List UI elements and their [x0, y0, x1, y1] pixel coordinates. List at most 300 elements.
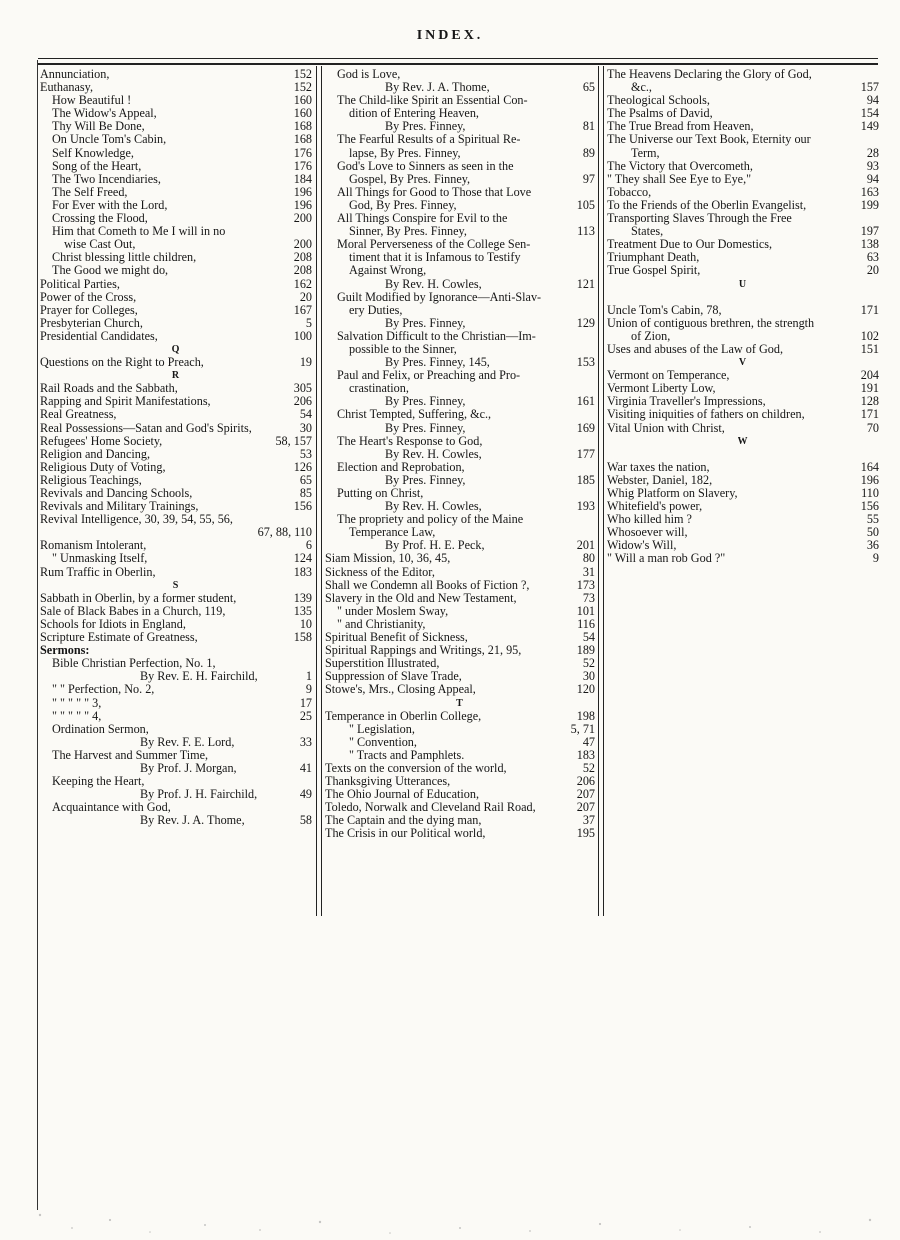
index-entry-page: 73 [582, 590, 595, 605]
index-entry-title: The Two Incendiaries, [52, 172, 161, 186]
index-entry [40, 801, 312, 814]
index-entry [607, 552, 879, 565]
index-entry-title: By Rev. F. E. Lord, [140, 735, 235, 749]
index-entry-page: 54 [582, 630, 595, 645]
index-entry [325, 369, 595, 382]
index-entry-title: For Ever with the Lord, [52, 198, 168, 212]
index-entry [325, 448, 595, 461]
index-entry-title: Salvation Difficult to the Christian—Im- [337, 329, 536, 343]
index-entry-title: Union of contiguous brethren, the strength [607, 316, 815, 330]
index-entry-page: 31 [582, 564, 595, 579]
index-entry-page: 176 [293, 158, 312, 173]
index-entry-title: Real Possessions—Satan and God's Spirits, [40, 421, 252, 435]
index-entry-page: 305 [293, 381, 312, 396]
index-entry-title: The Harvest and Summer Time, [52, 748, 209, 762]
index-entry-title: Treatment Due to Our Domestics, [607, 238, 773, 252]
index-column-3 [607, 68, 879, 566]
index-entry-page: 9 [305, 682, 312, 697]
index-letter: U [738, 278, 748, 290]
index-entry-title: Christ Tempted, Suffering, &c., [337, 408, 492, 422]
index-entry-page [589, 330, 595, 343]
index-entry-title: Temperance in Oberlin College, [325, 709, 482, 723]
index-entry-title: " Will a man rob God ?" [607, 552, 726, 566]
index-entry-title: Widow's Will, [607, 539, 677, 553]
index-entry-title: Gospel, By Pres. Finney, [349, 172, 471, 186]
index-entry [325, 238, 595, 251]
index-entry-page: 151 [860, 341, 879, 356]
index-entry-title: &c., [631, 81, 652, 95]
index-entry-page: 94 [866, 93, 879, 108]
index-entry [40, 592, 312, 605]
index-entry-page: 161 [576, 394, 595, 409]
index-entry-page [589, 291, 595, 304]
index-entry-page: 100 [293, 328, 312, 343]
index-entry-title: The Victory that Overcometh, [607, 159, 753, 173]
index-entry-page: 49 [299, 787, 312, 802]
index-entry-title: Sinner, By Pres. Finney, [349, 225, 467, 239]
index-entry-title: Term, [631, 146, 660, 160]
index-entry-title: Putting on Christ, [337, 487, 424, 500]
index-entry [607, 526, 879, 539]
index-entry [40, 487, 312, 500]
index-letter-heading [40, 343, 312, 356]
index-entry-page [589, 160, 595, 173]
index-entry-page: 177 [576, 446, 595, 461]
index-entry-title: Religious Teachings, [40, 473, 142, 487]
index-entry [607, 225, 879, 238]
index-entry-page: 93 [866, 158, 879, 173]
index-letter-heading [607, 278, 879, 291]
left-margin-rule [37, 60, 38, 1210]
index-entry-title: The Psalms of David, [607, 107, 713, 121]
index-entry [40, 644, 312, 657]
index-entry [325, 657, 595, 670]
index-entry [325, 801, 595, 814]
index-entry [607, 304, 879, 317]
index-entry-page: 50 [866, 525, 879, 540]
index-entry-page: 5, 71 [570, 721, 595, 736]
index-entry [40, 723, 312, 736]
index-entry-page: 196 [293, 197, 312, 212]
index-entry-title: Election and Reprobation, [337, 460, 465, 474]
index-entry [325, 487, 595, 500]
index-entry [607, 343, 879, 356]
index-entry-page: 80 [582, 551, 595, 566]
index-entry-page: 167 [293, 302, 312, 317]
index-entry [325, 264, 595, 277]
index-entry [40, 657, 312, 670]
index-entry-page: 149 [860, 119, 879, 134]
index-entry-title: Revivals and Dancing Schools, [40, 487, 193, 500]
index-entry-title: Religion and Dancing, [40, 447, 151, 461]
index-entry-title: Vermont on Temperance, [607, 369, 730, 383]
index-entry-page: 191 [860, 381, 879, 396]
index-entry-page: 17 [299, 695, 312, 710]
index-entry [40, 408, 312, 421]
index-entry [40, 814, 312, 827]
index-entry-title: Theological Schools, [607, 94, 710, 108]
index-entry-title: possible to the Sinner, [349, 342, 457, 356]
index-entry [40, 710, 312, 723]
index-entry [40, 736, 312, 749]
index-entry [40, 435, 312, 448]
index-entry-title: Whitefield's power, [607, 500, 703, 514]
index-entry [325, 566, 595, 579]
index-entry-title: On Uncle Tom's Cabin, [52, 133, 167, 147]
index-entry-page: 58, 157 [275, 433, 312, 448]
index-entry-title: Toledo, Norwalk and Cleveland Rail Road, [325, 801, 536, 815]
index-entry-title: Sabbath in Oberlin, by a former student, [40, 591, 237, 605]
index-entry [325, 212, 595, 225]
index-entry-page: 102 [860, 328, 879, 343]
index-entry [325, 474, 595, 487]
index-entry [607, 147, 879, 160]
index-entry-title: By Rev. J. A. Thome, [140, 814, 245, 828]
index-entry-title: dition of Entering Heaven, [349, 107, 479, 121]
index-entry-title: Vital Union with Christ, [607, 421, 725, 435]
index-letter-heading [607, 435, 879, 448]
index-entry-title: Sermons: [40, 644, 90, 658]
index-entry [607, 500, 879, 513]
index-entry-page: 6 [305, 538, 312, 553]
index-entry-page: 33 [299, 734, 312, 749]
index-entry [607, 251, 879, 264]
index-entry-title: " " " " " 3, [52, 696, 102, 710]
index-entry-title: Prayer for Colleges, [40, 303, 138, 317]
index-entry [607, 330, 879, 343]
index-entry [40, 474, 312, 487]
index-entry-title: The Ohio Journal of Education, [325, 788, 479, 802]
index-entry [607, 173, 879, 186]
index-entry-page: 54 [299, 407, 312, 422]
index-entry [40, 133, 312, 146]
index-entry [40, 526, 312, 539]
index-entry-title: By Rev. E. H. Fairchild, [140, 670, 258, 684]
index-entry-title: God is Love, [337, 68, 401, 81]
index-entry [607, 408, 879, 421]
index-entry [325, 683, 595, 696]
index-entry [325, 356, 595, 369]
index-entry-title: The True Bread from Heaven, [607, 120, 754, 134]
index-entry [325, 526, 595, 539]
index-entry [40, 552, 312, 565]
index-entry-title: Political Parties, [40, 277, 120, 291]
index-entry-page: 153 [576, 355, 595, 370]
index-entry [607, 487, 879, 500]
index-entry-title: Crossing the Flood, [52, 212, 148, 226]
index-entry [325, 68, 595, 81]
index-entry-title: " Legislation, [349, 722, 415, 736]
index-entry [325, 618, 595, 631]
index-entry-title: Triumphant Death, [607, 251, 700, 265]
index-entry-title: Religious Duty of Voting, [40, 460, 166, 474]
index-entry-page [306, 749, 312, 762]
index-entry [40, 618, 312, 631]
index-entry-page: 97 [582, 171, 595, 186]
index-entry [40, 304, 312, 317]
index-entry [40, 697, 312, 710]
index-entry-page [589, 94, 595, 107]
index-entry [40, 788, 312, 801]
index-entry-page: 199 [860, 197, 879, 212]
index-entry-title: " Tracts and Pamphlets. [349, 748, 465, 762]
index-entry-page: 37 [582, 813, 595, 828]
index-entry-title: Thy Will Be Done, [52, 120, 145, 134]
index-entry [325, 330, 595, 343]
index-entry [325, 408, 595, 421]
index-entry-title: Song of the Heart, [52, 159, 142, 173]
index-entry-page [589, 186, 595, 199]
index-entry-title: Against Wrong, [349, 264, 427, 278]
index-entry-title: Uses and abuses of the Law of God, [607, 342, 783, 356]
index-entry-page [589, 435, 595, 448]
index-entry [40, 762, 312, 775]
index-entry [325, 147, 595, 160]
index-entry-page: 207 [576, 787, 595, 802]
index-entry-title: " Convention, [349, 735, 417, 749]
index-entry [325, 513, 595, 526]
index-entry [325, 133, 595, 146]
index-entry-title: Self Knowledge, [52, 146, 134, 160]
index-entry-title: Suppression of Slave Trade, [325, 670, 462, 684]
index-entry [325, 500, 595, 513]
index-entry [40, 395, 312, 408]
index-entry-title: The Widow's Appeal, [52, 107, 157, 121]
index-entry-page: 169 [576, 420, 595, 435]
index-entry [40, 94, 312, 107]
index-entry [325, 120, 595, 133]
index-entry [325, 827, 595, 840]
index-entry-page [589, 461, 595, 474]
index-entry-page: 128 [860, 394, 879, 409]
index-entry-title: Tobacco, [607, 185, 652, 199]
index-entry-page: 65 [582, 80, 595, 95]
index-entry-title [40, 526, 252, 539]
index-entry-title: Revivals and Military Trainings, [40, 500, 199, 514]
index-entry [325, 592, 595, 605]
index-entry [607, 382, 879, 395]
index-entry-page: 173 [576, 577, 595, 592]
index-letter: T [456, 697, 464, 709]
index-entry-page: 19 [299, 355, 312, 370]
index-entry-title: Spiritual Rappings and Writings, 21, 95, [325, 644, 522, 658]
index-entry-title: " " " " " 4, [52, 709, 102, 723]
index-entry-title: Thanksgiving Utterances, [325, 775, 451, 789]
index-entry-page: 52 [582, 760, 595, 775]
index-letter: W [737, 435, 749, 447]
index-entry-title: True Gospel Spirit, [607, 264, 701, 278]
index-entry-page [873, 133, 879, 146]
index-entry-title: God, By Pres. Finney, [349, 198, 457, 212]
index-entry [325, 579, 595, 592]
index-entry [607, 94, 879, 107]
index-entry-title: " " Perfection, No. 2, [52, 683, 155, 697]
index-entry-title: The Heart's Response to God, [337, 434, 483, 448]
index-entry-page: 94 [866, 171, 879, 186]
index-entry-page: 36 [866, 538, 879, 553]
index-entry [40, 186, 312, 199]
index-entry [40, 539, 312, 552]
index-entry [607, 395, 879, 408]
index-entry-title: lapse, By Pres. Finney, [349, 146, 461, 160]
index-entry-title: By Rev. H. Cowles, [385, 500, 482, 514]
index-entry [40, 264, 312, 277]
index-entry [607, 68, 879, 81]
index-entry [40, 81, 312, 94]
index-entry-title: Visiting iniquities of fathers on children, [607, 408, 805, 422]
index-entry-title: By Rev. H. Cowles, [385, 277, 482, 291]
index-entry-page: 204 [860, 368, 879, 383]
index-entry [607, 317, 879, 330]
index-entry-title: How Beautiful ! [52, 94, 132, 108]
index-entry [40, 238, 312, 251]
index-entry-page: 196 [293, 184, 312, 199]
index-entry-page: 129 [576, 315, 595, 330]
index-entry [40, 147, 312, 160]
index-entry-title: All Things Conspire for Evil to the [337, 212, 508, 226]
index-entry [325, 382, 595, 395]
index-entry-title: Virginia Traveller's Impressions, [607, 395, 766, 409]
page-title: INDEX. [416, 28, 484, 43]
index-entry-page: 53 [299, 446, 312, 461]
index-entry-title: Rapping and Spirit Manifestations, [40, 395, 211, 409]
index-entry-page: 81 [582, 119, 595, 134]
index-entry-page: 55 [866, 512, 879, 527]
index-entry-page: 183 [576, 747, 595, 762]
index-entry-page: 185 [576, 472, 595, 487]
index-entry-title: Rum Traffic in Oberlin, [40, 565, 156, 579]
index-entry-page: 30 [299, 420, 312, 435]
index-entry-title: By Prof. J. Morgan, [140, 761, 237, 775]
index-entry [607, 107, 879, 120]
index-entry [40, 775, 312, 788]
index-entry [607, 264, 879, 277]
index-entry [325, 304, 595, 317]
index-entry-title: Scripture Estimate of Greatness, [40, 631, 198, 645]
index-entry-title: By Pres. Finney, [385, 473, 466, 487]
index-entry [325, 395, 595, 408]
index-entry-title: Christ blessing little children, [52, 251, 197, 265]
index-entry [40, 422, 312, 435]
index-entry [325, 186, 595, 199]
index-entry-page: 198 [576, 708, 595, 723]
index-entry-page [306, 644, 312, 657]
index-entry [325, 291, 595, 304]
index-entry [325, 94, 595, 107]
index-entry-page: 63 [866, 250, 879, 265]
index-entry-page: 135 [293, 603, 312, 618]
index-entry-page: 196 [860, 472, 879, 487]
index-entry [607, 422, 879, 435]
index-entry [607, 448, 879, 461]
index-entry [40, 199, 312, 212]
index-entry-title: The Captain and the dying man, [325, 814, 482, 828]
index-entry-page: 156 [293, 499, 312, 514]
index-entry [40, 566, 312, 579]
index-letter: R [171, 370, 181, 382]
index-entry-page: 160 [293, 93, 312, 108]
index-entry-title: To the Friends of the Oberlin Evangelist, [607, 198, 807, 212]
index-entry-page: 110 [861, 486, 879, 500]
index-entry-page: 28 [866, 145, 879, 160]
index-entry-page: 1 [305, 669, 312, 684]
index-letter-heading [40, 579, 312, 592]
index-entry-page: 171 [860, 302, 879, 317]
index-entry-page: 65 [299, 472, 312, 487]
index-entry-title: " They shall See Eye to Eye," [607, 172, 752, 186]
index-entry [607, 539, 879, 552]
index-entry-title: Presidential Candidates, [40, 329, 158, 343]
index-entry-page: 207 [576, 800, 595, 815]
index-entry-page: 126 [293, 459, 312, 474]
index-entry-page: 168 [293, 132, 312, 147]
index-entry-title: By Pres. Finney, [385, 395, 466, 409]
index-entry-title: The Child-like Spirit an Essential Con- [337, 94, 528, 108]
index-entry-title: Questions on the Right to Preach, [40, 356, 204, 370]
index-entry-title: Whosoever will, [607, 526, 688, 540]
index-entry [607, 513, 879, 526]
index-entry [325, 107, 595, 120]
index-entry-title: By Rev. J. A. Thome, [385, 81, 490, 95]
index-entry-page: 20 [299, 289, 312, 304]
index-entry-page: 164 [860, 459, 879, 474]
index-entry-title: Him that Cometh to Me I will in no [52, 225, 226, 239]
index-entry-title: Bible Christian Perfection, No. 1, [52, 657, 216, 671]
index-entry-title: Temperance Law, [349, 526, 436, 540]
index-entry-title: " and Christianity, [337, 617, 426, 631]
index-entry-title: By Prof. J. H. Fairchild, [140, 788, 258, 802]
index-entry-title: " under Moslem Sway, [337, 604, 449, 618]
index-entry-title: Spiritual Benefit of Sickness, [325, 631, 468, 645]
index-entry-title: Revival Intelligence, 30, 39, 54, 55, 56, [40, 513, 233, 527]
index-entry-title: Shall we Condemn all Books of Fiction ?, [325, 578, 530, 592]
index-entry [325, 552, 595, 565]
index-entry-title: States, [631, 225, 664, 239]
index-entry-page: 152 [293, 80, 312, 95]
index-entry-page: 58 [299, 813, 312, 828]
index-entry-page: 160 [293, 106, 312, 121]
index-entry-page: 116 [577, 616, 595, 631]
index-entry [325, 160, 595, 173]
index-entry-page: 193 [576, 499, 595, 514]
index-entry [40, 225, 312, 238]
index-entry-page: 138 [860, 237, 879, 252]
index-entry-page: 10 [299, 616, 312, 631]
index-entry [40, 107, 312, 120]
index-entry-page: 206 [576, 774, 595, 789]
index-entry-title: God's Love to Sinners as seen in the [337, 159, 514, 173]
index-entry-page: 47 [582, 734, 595, 749]
index-entry-title: of Zion, [631, 329, 671, 343]
paper-specks [0, 1170, 900, 1240]
index-entry-page: 120 [576, 682, 595, 697]
index-entry-page [589, 408, 595, 421]
index-letter-heading [325, 697, 595, 710]
index-entry-title: Vermont Liberty Low, [607, 382, 716, 396]
index-entry [325, 762, 595, 775]
index-entry [40, 749, 312, 762]
index-entry [325, 736, 595, 749]
index-entry-page [306, 723, 312, 736]
index-entry [325, 775, 595, 788]
top-rule-double [38, 63, 878, 65]
index-entry [607, 461, 879, 474]
index-entry-title: Ordination Sermon, [52, 722, 149, 736]
index-entry-page [589, 264, 595, 277]
index-entry [607, 186, 879, 199]
index-entry [325, 278, 595, 291]
index-entry-page: 206 [293, 394, 312, 409]
